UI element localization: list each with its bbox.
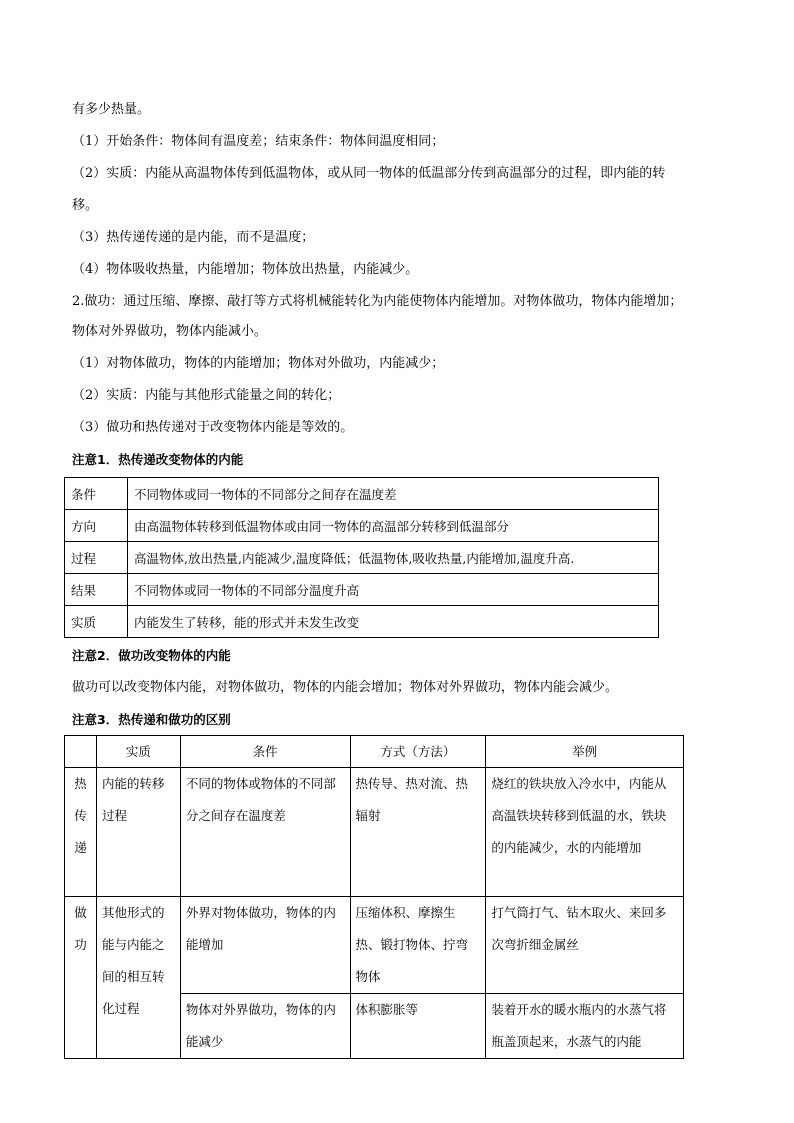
table-header-cell: 举例 bbox=[486, 736, 684, 768]
table-cell: 条件 bbox=[65, 478, 128, 510]
table-cell: 压缩体积、摩擦生热、锻打物体、拧弯物体 bbox=[350, 897, 486, 994]
paragraph: 有多少热量。 bbox=[72, 102, 151, 117]
table-cell: 不同物体或同一物体的不同部分温度升高 bbox=[128, 574, 659, 606]
paragraph: （4）物体吸收热量，内能增加；物体放出热量，内能减少。 bbox=[72, 262, 419, 277]
row-label-work: 做 功 bbox=[65, 897, 97, 1059]
comparison-table bbox=[64, 735, 684, 1059]
table-header-cell: 方式（方法） bbox=[350, 736, 486, 768]
table-cell: 物体对外界做功，物体的内能减少 bbox=[180, 994, 350, 1059]
heat-transfer-table bbox=[64, 477, 659, 638]
table-cell: 由高温物体转移到低温物体或由同一物体的高温部分转移到低温部分 bbox=[128, 510, 659, 542]
table-cell: 体积膨胀等 bbox=[350, 994, 486, 1059]
table-cell: 装着开水的暖水瓶内的水蒸气将瓶盖顶起来，水蒸气的内能 bbox=[486, 994, 684, 1059]
table-cell: 外界对物体做功，物体的内能增加 bbox=[180, 897, 350, 994]
table-header-cell bbox=[65, 736, 97, 768]
table-cell: 不同的物体或物体的不同部分之间存在温度差 bbox=[180, 768, 350, 897]
row-label-heat-transfer: 热 传 递 bbox=[65, 768, 97, 897]
table-row bbox=[65, 510, 659, 542]
table-header-cell: 实质 bbox=[96, 736, 180, 768]
table-row bbox=[65, 606, 659, 638]
table-cell: 过程 bbox=[65, 542, 128, 574]
table-row bbox=[65, 897, 684, 994]
table-row bbox=[65, 478, 659, 510]
table-header-row bbox=[65, 736, 684, 768]
paragraph: （1）开始条件：物体间有温度差；结束条件：物体间温度相同； bbox=[72, 134, 445, 149]
paragraph: （1）对物体做功，物体的内能增加；物体对外做功，内能减少； bbox=[72, 356, 445, 371]
note-1-title: 注意1．热传递改变物体的内能 bbox=[72, 452, 244, 467]
table-row bbox=[65, 542, 659, 574]
table-row bbox=[65, 574, 659, 606]
table-header-cell: 条件 bbox=[180, 736, 350, 768]
table-cell: 烧红的铁块放入冷水中，内能从高温铁块转移到低温的水，铁块的内能减少，水的内能增加 bbox=[486, 768, 684, 897]
paragraph: （2）实质：内能从高温物体传到低温物体，或从同一物体的低温部分传到高温部分的过程，即内能的转 bbox=[72, 166, 666, 181]
table-cell: 其他形式的能与内能之间的相互转化过程 bbox=[96, 897, 180, 1059]
table-cell: 内能发生了转移，能的形式并未发生改变 bbox=[128, 606, 659, 638]
paragraph: （3）热传递传递的是内能，而不是温度； bbox=[72, 230, 315, 245]
paragraph: 物体对外界做功，物体内能减小。 bbox=[72, 324, 268, 339]
table-cell: 不同物体或同一物体的不同部分之间存在温度差 bbox=[128, 478, 659, 510]
table-cell: 高温物体,放出热量,内能减少,温度降低；低温物体,吸收热量,内能增加,温度升高. bbox=[128, 542, 659, 574]
table-cell: 热传导、热对流、热辐射 bbox=[350, 768, 486, 897]
table-cell: 方向 bbox=[65, 510, 128, 542]
table-cell: 实质 bbox=[65, 606, 128, 638]
paragraph: 做功可以改变物体内能，对物体做功，物体的内能会增加；物体对外界做功，物体内能会减少。 bbox=[72, 680, 619, 695]
paragraph: （2）实质：内能与其他形式能量之间的转化； bbox=[72, 388, 341, 403]
paragraph: 移。 bbox=[72, 198, 99, 213]
table-cell: 内能的转移过程 bbox=[96, 768, 180, 897]
paragraph: 2.做功：通过压缩、摩擦、敲打等方式将机械能转化为内能使物体内能增加。对物体做功，物体内能增加； bbox=[72, 294, 683, 309]
note-3-title: 注意3．热传递和做功的区别 bbox=[72, 712, 231, 727]
table-row bbox=[65, 768, 684, 897]
paragraph: （3）做功和热传递对于改变物体内能是等效的。 bbox=[72, 420, 354, 435]
table-cell: 打气筒打气、钻木取火、来回多次弯折细金属丝 bbox=[486, 897, 684, 994]
note-2-title: 注意2．做功改变物体的内能 bbox=[72, 648, 231, 663]
table-cell: 结果 bbox=[65, 574, 128, 606]
